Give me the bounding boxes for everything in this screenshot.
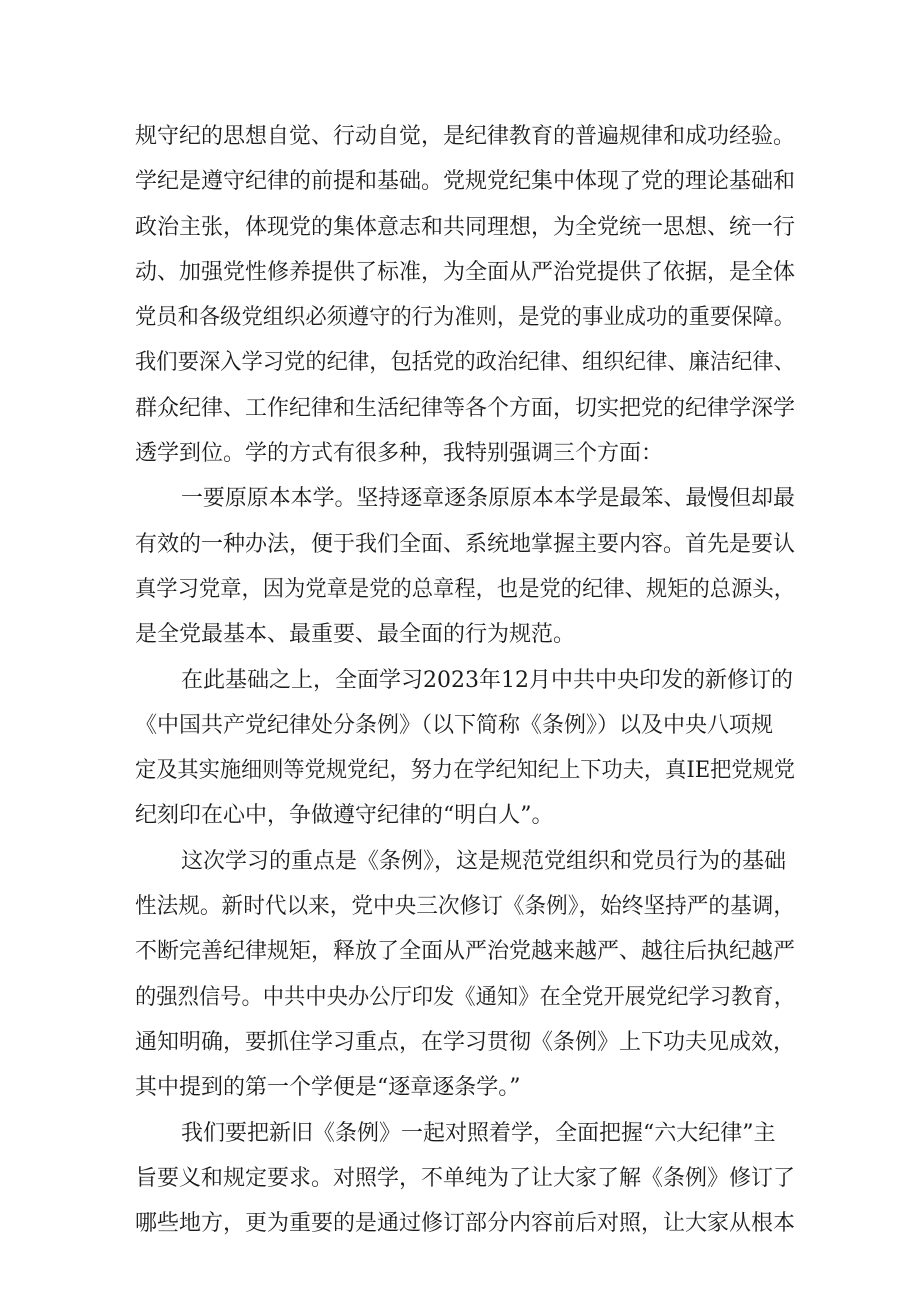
text-line: 纪刻印在心中，争做遵守纪律的“明白人”。 [135, 803, 554, 829]
text-line: 旨要义和规定要求。对照学，不单纯为了让大家了解《条例》修订了 [135, 1165, 795, 1191]
text-line: 哪些地方，更为重要的是通过修订部分内容前后对照，让大家从根本 [135, 1211, 795, 1237]
text-line: 不断完善纪律规矩，释放了全面从严治党越来越严、越往后执纪越严 [135, 939, 795, 965]
text-line: 学纪是遵守纪律的前提和基础。党规党纪集中体现了党的理论基础和 [135, 169, 795, 195]
text-line: 《中国共产党纪律处分条例》（以下简称《条例》）以及中央八项规 [135, 712, 774, 738]
text-line: 其中提到的第一个学便是“逐章逐条学。” [135, 1075, 521, 1101]
text-line: 定及其实施细则等党规党纪，努力在学纪知纪上下功夫，真IE把党规党 [135, 758, 795, 784]
text-line: 党员和各级党组织必须遵守的行为准则，是党的事业成功的重要保障。 [135, 305, 795, 331]
text-line: 的强烈信号。中共中央办公厅印发《通知》在全党开展党纪学习教育， [135, 984, 795, 1010]
text-line: 真学习党章，因为党章是党的总章程，也是党的纪律、规矩的总源头， [135, 576, 795, 602]
text-line: 规守纪的思想自觉、行动自觉，是纪律教育的普遍规律和成功经验。 [135, 124, 795, 149]
text-line: 是全党最基本、最重要、最全面的行为规范。 [135, 622, 576, 648]
paragraph-first-line: 一要原原本本学。坚持逐章逐条原原本本学是最笨、最慢但却最 [181, 486, 795, 512]
text-line: 性法规。新时代以来，党中央三次修订《条例》，始终坚持严的基调， [135, 894, 795, 920]
paragraph-first-line: 在此基础之上，全面学习2023年12月中共中央印发的新修订的 [181, 667, 793, 693]
text-line: 动、加强党性修养提供了标准，为全面从严治党提供了依据，是全体 [135, 259, 795, 285]
text-line: 政治主张，体现党的集体意志和共同理想，为全党统一思想、统一行 [135, 214, 795, 240]
paragraph-first-line: 这次学习的重点是《条例》，这是规范党组织和党员行为的基础 [181, 848, 787, 874]
text-line: 我们要深入学习党的纪律，包括党的政治纪律、组织纪律、廉洁纪律、 [135, 350, 795, 376]
text-line: 透学到位。学的方式有很多种，我特别强调三个方面： [135, 441, 664, 467]
text-line: 有效的一种办法，便于我们全面、系统地掌握主要内容。首先是要认 [135, 531, 795, 557]
paragraph-first-line: 我们要把新旧《条例》一起对照着学，全面把握“六大纪律”主 [181, 1120, 776, 1146]
document-body [135, 114, 795, 1246]
text-line: 通知明确，要抓住学习重点，在学习贯彻《条例》上下功夫见成效， [135, 1029, 795, 1055]
text-line: 群众纪律、工作纪律和生活纪律等各个方面，切实把党的纪律学深学 [135, 395, 795, 421]
